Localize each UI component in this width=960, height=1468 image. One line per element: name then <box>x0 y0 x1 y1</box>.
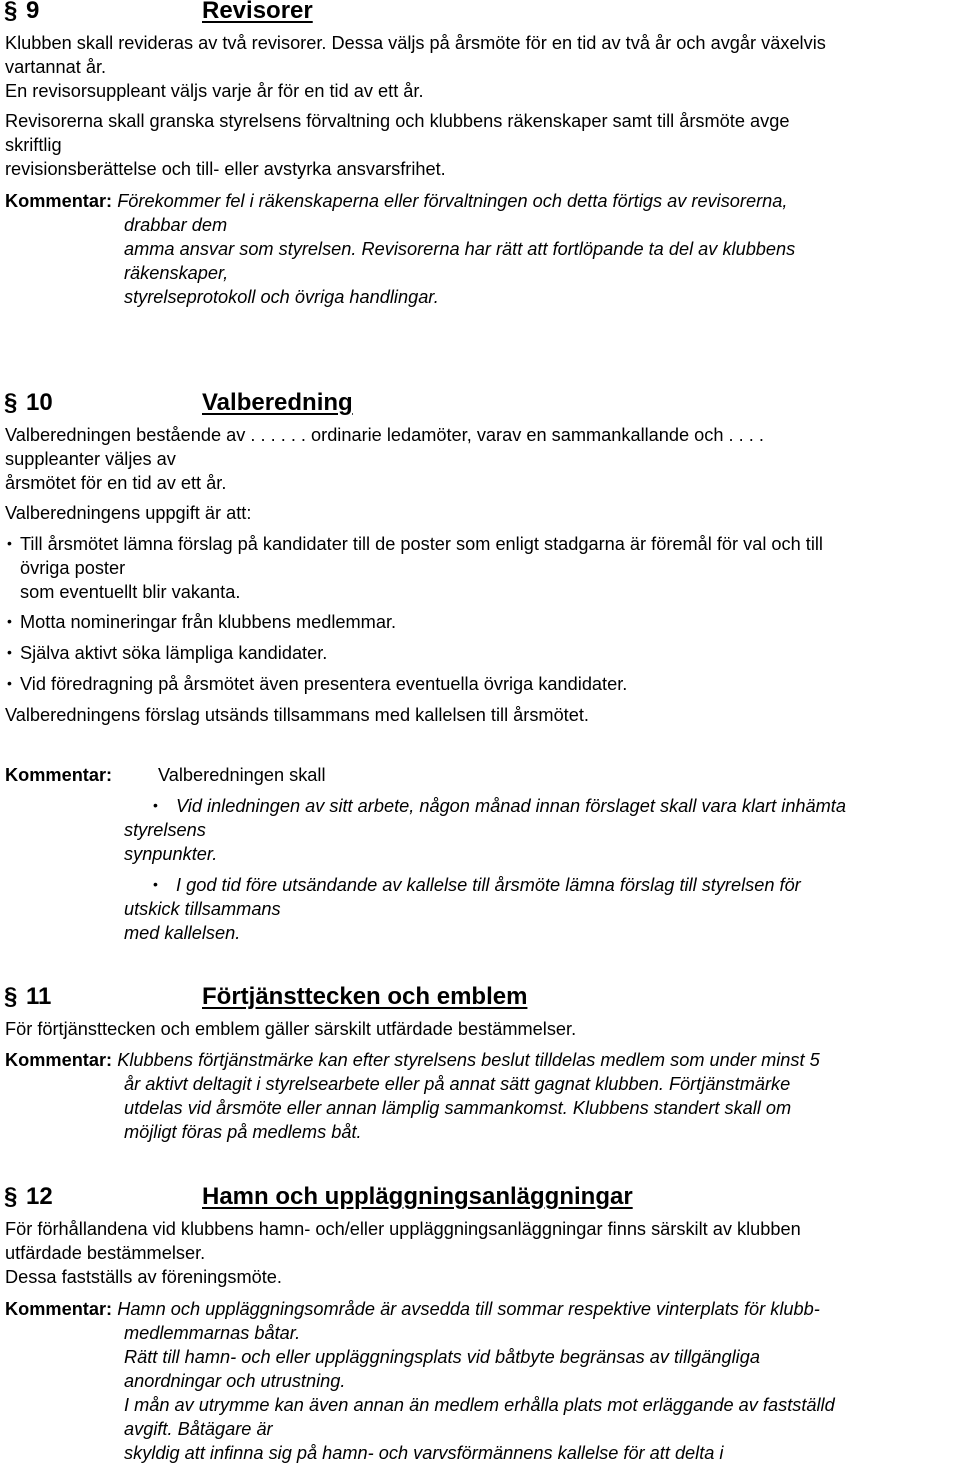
section-title: Valberedning <box>202 389 353 416</box>
comment-text: Klubbens förtjänstmärke kan efter styrelsens beslut tilldelas medlem som under minst 5 <box>117 1050 820 1070</box>
paragraph-line: Revisorerna skall granska styrelsens förvaltning och klubbens räkenskaper samt till årsmöte avge <box>5 111 790 131</box>
list-item: som eventuellt blir vakanta. <box>20 582 241 602</box>
section-number: 11 <box>26 983 52 1010</box>
comment-text: Hamn och uppläggningsområde är avsedda till sommar respektive vinterplats för klubb- <box>117 1299 820 1319</box>
bullet-icon: • <box>7 644 12 660</box>
section-number: 9 <box>26 0 40 24</box>
comment-line: skyldig att infinna sig på hamn- och varvsförmännens kallelse för att delta i <box>124 1443 724 1463</box>
paragraph-line: revisionsberättelse och till- eller avstyrka ansvarsfrihet. <box>5 159 446 179</box>
comment-line <box>5 1048 820 1072</box>
list-item: övriga poster <box>20 558 126 578</box>
comment-line: styrelseprotokoll och övriga handlingar. <box>124 287 439 307</box>
section-symbol: § <box>4 0 18 24</box>
comment-line: möjligt föras på medlems båt. <box>124 1122 362 1142</box>
paragraph-line: Valberedningens förslag utsänds tillsammans med kallelsen till årsmötet. <box>5 705 589 725</box>
comment-line: medlemmarnas båtar. <box>124 1323 301 1343</box>
comment-label: Kommentar: <box>5 191 113 211</box>
comment-bullet-item: I god tid före utsändande av kallelse till årsmöte lämna förslag till styrelsen för <box>176 875 801 895</box>
paragraph-line: För förhållandena vid klubbens hamn- och/eller uppläggningsanläggningar finns särskilt av klubben <box>5 1219 801 1239</box>
comment-line <box>5 763 112 787</box>
paragraph-line: För förtjänsttecken och emblem gäller särskilt utfärdade bestämmelser. <box>5 1019 577 1039</box>
section-symbol: § <box>4 389 18 416</box>
comment-line: år aktivt deltagit i styrelsearbete eller på annat sätt gagnat klubben. Förtjänstmärke <box>124 1074 791 1094</box>
comment-bullet-item: Vid inledningen av sitt arbete, någon månad innan förslaget skall vara klart inhämta <box>176 796 846 816</box>
section-number: 12 <box>26 1183 53 1210</box>
section-title: Förtjänsttecken och emblem <box>202 983 528 1010</box>
comment-line: utdelas vid årsmöte eller annan lämplig sammankomst. Klubbens standert skall om <box>124 1098 792 1118</box>
comment-line: Rätt till hamn- och eller uppläggningsplats vid båtbyte begränsas av tillgängliga <box>124 1347 760 1367</box>
comment-line <box>5 1297 820 1321</box>
list-item: Vid föredragning på årsmötet även presentera eventuella övriga kandidater. <box>20 674 628 694</box>
comment-line: anordningar och utrustning. <box>124 1371 346 1391</box>
section-symbol: § <box>4 1183 18 1210</box>
section-symbol: § <box>4 983 18 1010</box>
comment-label: Kommentar: <box>5 1299 113 1319</box>
paragraph-line: suppleanter väljes av <box>5 449 176 469</box>
bullet-icon: • <box>7 613 12 629</box>
paragraph-line: En revisorsuppleant väljs varje år för en tid av ett år. <box>5 81 424 101</box>
paragraph-line: Valberedningens uppgift är att: <box>5 503 252 523</box>
comment-line: synpunkter. <box>124 844 218 864</box>
paragraph-line: Dessa fastställs av föreningsmöte. <box>5 1267 282 1287</box>
comment-line: drabbar dem <box>124 215 228 235</box>
paragraph-line: Valberedningen bestående av . . . . . . ordinarie ledamöter, varav en sammankallande och . . . . <box>5 425 764 445</box>
bullet-icon: • <box>153 876 158 892</box>
paragraph-line: årsmötet för en tid av ett år. <box>5 473 227 493</box>
comment-text: Förekommer fel i räkenskaperna eller förvaltningen och detta förtigs av revisorerna, <box>117 191 788 211</box>
comment-line: I mån av utrymme kan även annan än medlem erhålla plats mot erläggande av fastställd <box>124 1395 835 1415</box>
bullet-icon: • <box>153 797 158 813</box>
comment-line: utskick tillsammans <box>124 899 281 919</box>
list-item: Till årsmötet lämna förslag på kandidater till de poster som enligt stadgarna är föremål för val och till <box>20 534 823 554</box>
paragraph-line: Klubben skall revideras av två revisorer. Dessa väljs på årsmöte för en tid av två år och avgår växelvis <box>5 33 826 53</box>
list-item: Motta nomineringar från klubbens medlemmar. <box>20 612 397 632</box>
comment-label: Kommentar: <box>5 765 113 785</box>
list-item: Själva aktivt söka lämpliga kandidater. <box>20 643 328 663</box>
paragraph-line: skriftlig <box>5 135 62 155</box>
comment-line: styrelsens <box>124 820 206 840</box>
comment-intro: Valberedningen skall <box>158 765 326 785</box>
bullet-icon: • <box>7 535 12 551</box>
bullet-icon: • <box>7 675 12 691</box>
comment-line: amma ansvar som styrelsen. Revisorerna har rätt att fortlöpande ta del av klubbens <box>124 239 796 259</box>
paragraph-line: vartannat år. <box>5 57 107 77</box>
comment-line: avgift. Båtägare är <box>124 1419 273 1439</box>
comment-line: räkenskaper, <box>124 263 229 283</box>
section-number: 10 <box>26 389 53 416</box>
section-title: Hamn och uppläggningsanläggningar <box>202 1183 633 1210</box>
section-title: Revisorer <box>202 0 313 24</box>
comment-line <box>5 189 787 213</box>
comment-line: med kallelsen. <box>124 923 241 943</box>
paragraph-line: utfärdade bestämmelser. <box>5 1243 206 1263</box>
comment-label: Kommentar: <box>5 1050 113 1070</box>
